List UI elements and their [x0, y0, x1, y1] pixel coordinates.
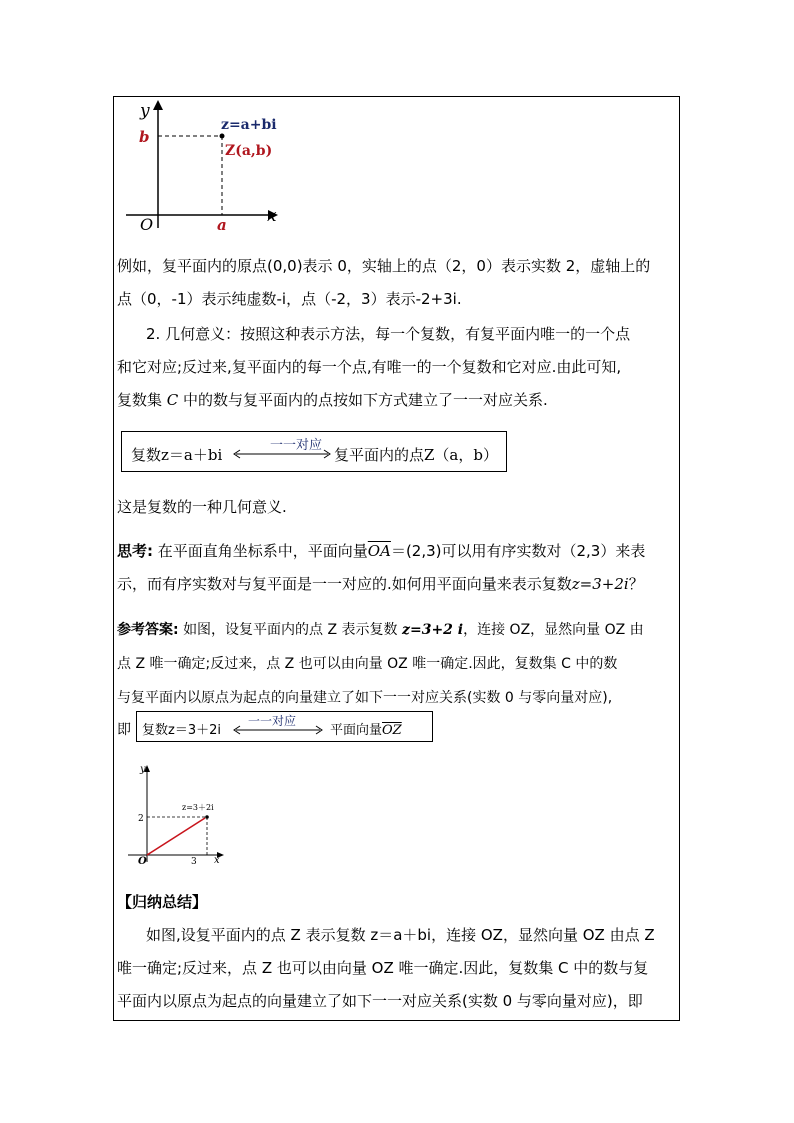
think-line-2 — [117, 568, 677, 601]
think-line-2a: 示，而有序实数对与复平面是一一对应的.如何用平面向量来表示复数 — [117, 575, 572, 593]
vector-oz: $\overline{OZ}$ — [382, 723, 402, 738]
box2-left: 复数z＝3＋2i — [142, 723, 221, 738]
point-z — [220, 134, 225, 139]
correspondence-box-1 — [121, 431, 507, 472]
box2-arrow-label: 一一对应 — [248, 714, 297, 728]
example-line-1: 例如，复平面内的原点(0,0)表示 0，实轴上的点（2，0）表示实数 2，虚轴上的 — [117, 257, 651, 275]
y-axis-label: y — [140, 101, 150, 121]
summary-heading: 【归纳总结】 — [117, 893, 208, 911]
complex-plane-figure — [120, 98, 320, 238]
box2-right-text: 平面向量 — [330, 723, 383, 738]
b-label: b — [139, 128, 150, 146]
box1-double-arrow — [232, 449, 332, 459]
z-expression: z=a+bi — [221, 117, 277, 133]
vector-oz-arrow — [147, 818, 205, 855]
fig2-point-label: z=3＋2i — [182, 803, 214, 812]
answer-label: 参考答案: — [117, 622, 179, 638]
fig2-x-label: x — [214, 855, 220, 865]
answer-line-1 — [117, 613, 677, 647]
box2-right — [330, 719, 402, 738]
fig2-x-tick: 3 — [191, 857, 197, 865]
fig2-point — [205, 815, 209, 819]
answer-paragraph — [117, 613, 677, 715]
answer-z: z=3+2 i — [402, 622, 464, 638]
correspondence-box-2 — [136, 711, 433, 742]
meaning-line-3b: 中的数与复平面内的点按如下方式建立了一一对应关系. — [178, 391, 548, 409]
vector-figure — [124, 760, 234, 865]
box2-double-arrow — [232, 725, 324, 735]
think-paragraph — [117, 535, 677, 601]
vector-oa: $\overline{OA}$ — [367, 542, 391, 560]
think-z: z=3+2i — [571, 575, 629, 593]
geometric-meaning-paragraph — [117, 318, 677, 417]
summary-paragraph — [117, 919, 677, 1018]
answer-line-2: 点 Z 唯一确定;反过来，点 Z 也可以由向量 OZ 唯一确定.因此，复数集 C 中的数 — [117, 656, 618, 672]
summary-line-3: 平面内以原点为起点的向量建立了如下一一对应关系(实数 0 与零向量对应)，即 — [117, 992, 643, 1010]
meaning-line-2: 和它对应;反过来,复平面内的每一个点,有唯一的一个复数和它对应.由此可知, — [117, 358, 622, 376]
set-c: C — [166, 391, 179, 409]
meaning-line-3a: 复数集 — [117, 391, 167, 409]
meaning-line-1: 2. 几何意义：按照这种表示方法，每一个复数，有复平面内唯一的一个点 — [146, 325, 631, 343]
y-axis-arrow — [153, 100, 163, 110]
summary-line-1: 如图,设复平面内的点 Z 表示复数 z＝a＋bi，连接 OZ，显然向量 OZ 由点 Z — [146, 926, 655, 944]
origin-label: O — [140, 215, 154, 234]
think-line-1 — [117, 535, 677, 568]
fig2-origin: O — [138, 856, 147, 865]
fig2-y-tick: 2 — [138, 814, 144, 824]
box1-left: 复数z＝a＋bi — [131, 446, 223, 464]
meaning-line-3 — [117, 384, 677, 417]
a-label: a — [217, 216, 227, 234]
summary-line-2: 唯一确定;反过来，点 Z 也可以由向量 OZ 唯一确定.因此，复数集 C 中的数与复 — [117, 959, 649, 977]
think-label: 思考: — [117, 542, 153, 560]
x-axis-label: x — [267, 206, 277, 226]
box1-arrow-label: 一一对应 — [270, 438, 323, 453]
think-line-1b: ＝(2,3)可以用有序实数对（2,3）来表 — [390, 542, 646, 560]
answer-line-3: 与复平面内以原点为起点的向量建立了如下一一对应关系(实数 0 与零向量对应), — [117, 690, 613, 706]
think-line-1a: 在平面直角坐标系中，平面向量 — [157, 542, 368, 560]
think-line-2b: ？ — [628, 575, 644, 593]
example-line-2: 点（0，-1）表示纯虚数-i，点（-2，3）表示-2+3i. — [117, 290, 462, 308]
geometric-meaning-note: 这是复数的一种几何意义. — [117, 498, 287, 516]
example-paragraph — [117, 250, 677, 316]
z-point-label: Z(a,b) — [225, 143, 273, 159]
answer-prefix: 即 — [117, 722, 131, 738]
answer-line-1a: 如图，设复平面内的点 Z 表示复数 — [183, 622, 403, 638]
answer-line-1b: ，连接 OZ，显然向量 OZ 由 — [463, 622, 644, 638]
box1-right: 复平面内的点Z（a，b） — [334, 446, 498, 464]
fig2-y-label: y — [140, 764, 146, 775]
